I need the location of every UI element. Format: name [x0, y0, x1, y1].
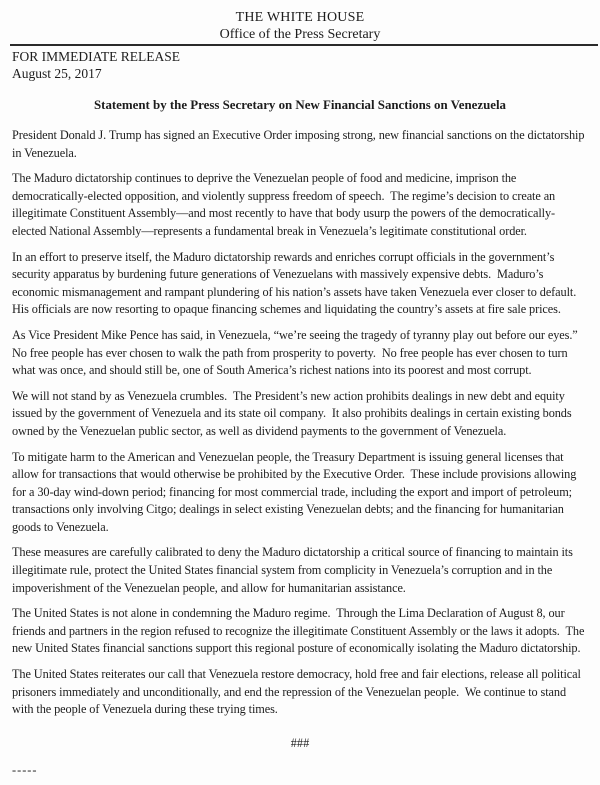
paragraph-3: In an effort to preserve itself, the Maduro dictatorship rewards and enriches corrupt officials in the government’s security apparatus by burdening future generations of Venezuelans with massively expensive debts. Maduro’s economic mismanagement and rampant plundering of his nation’s assets have taken Venezuela ever closer to default. His officials are now resorting to opaque financing schemes and liquidating the country’s assets at fire sale prices. [12, 249, 583, 317]
paragraph-5: We will not stand by as Venezuela crumbles. The President’s new action prohibits dealings in new debt and equity issued by the government of Venezuela and its state oil company. It also prohibits dealings in certain existing bonds owned by the Venezuelan public sector, as well as dividend payments to the government of Venezuela. [12, 388, 575, 438]
paragraph-1: President Donald J. Trump has signed an Executive Order imposing strong, new financial sanctions on the dictatorship in Venezuela. [12, 128, 588, 160]
paragraph-6: To mitigate harm to the American and Venezuelan people, the Treasury Department is issuing general licenses that allow for transactions that would otherwise be prohibited by the Executive Order. These include provisions allowing for a 30-day wind-down period; financing for most commercial trade, including the export and import of petroleum; transactions only involving Citgo; dealings in select existing Venezuelan debts; and the financing for humanitarian goods to Venezuela. [12, 449, 580, 534]
paragraph-9: The United States reiterates our call that Venezuela restore democracy, hold free and fair elections, release all political prisoners immediately and unconditionally, and end the repression of the Venezuelan people. We continue to stand with the people of Venezuela during these trying times. [12, 667, 584, 717]
paragraph-4: As Vice President Mike Pence has said, in Venezuela, “we’re seeing the tragedy of tyranny play out before our eyes.” No free people has ever chosen to walk the path from prosperity to poverty. No free people has ever chosen to turn what was once, and should still be, one of South America’s richest nations into its poorest and most corrupt. [12, 327, 584, 378]
paragraph-8: The United States is not alone in condemning the Maduro regime. Through the Lima Declaration of August 8, our friends and partners in the region refused to recognize the illegitimate Constituent Assembly or the laws it adopts. The new United States financial sanctions support this regional posture of economically isolating the Maduro dictatorship. [12, 606, 588, 656]
footer-dashes: ----- [12, 762, 38, 777]
paragraph-2: The Maduro dictatorship continues to deprive the Venezuelan people of food and medicine, imprison the democratically-elected opposition, and violently suppress freedom of speech. The regime’s decision to create an illegitimate Constituent Assembly—and most recently to have that body usurp the powers of the democratically-elected National Assembly—represents a fundamental break in Venezuela’s legitimate constitutional order. [12, 171, 559, 238]
document-title: Statement by the Press Secretary on New Financial Sanctions on Venezuela [93, 98, 506, 112]
letterhead [0, 0, 600, 43]
end-mark: ### [290, 735, 310, 750]
header-rule [10, 44, 598, 46]
paragraph-7: These measures are carefully calibrated to deny the Maduro dictatorship a critical source of financing to maintain its illegitimate rule, protect the United States financial system from complicity in Venezuela’s corruption and in the impoverishment of the Venezuelan people, and allow for humanitarian assistance. [12, 545, 576, 595]
release-block [12, 48, 588, 82]
office-name: Office of the Press Secretary [219, 27, 381, 42]
release-date: August 25, 2017 [12, 66, 102, 81]
org-name: THE WHITE HOUSE [235, 10, 365, 25]
document-body [12, 127, 588, 719]
release-line: FOR IMMEDIATE RELEASE [12, 49, 180, 64]
